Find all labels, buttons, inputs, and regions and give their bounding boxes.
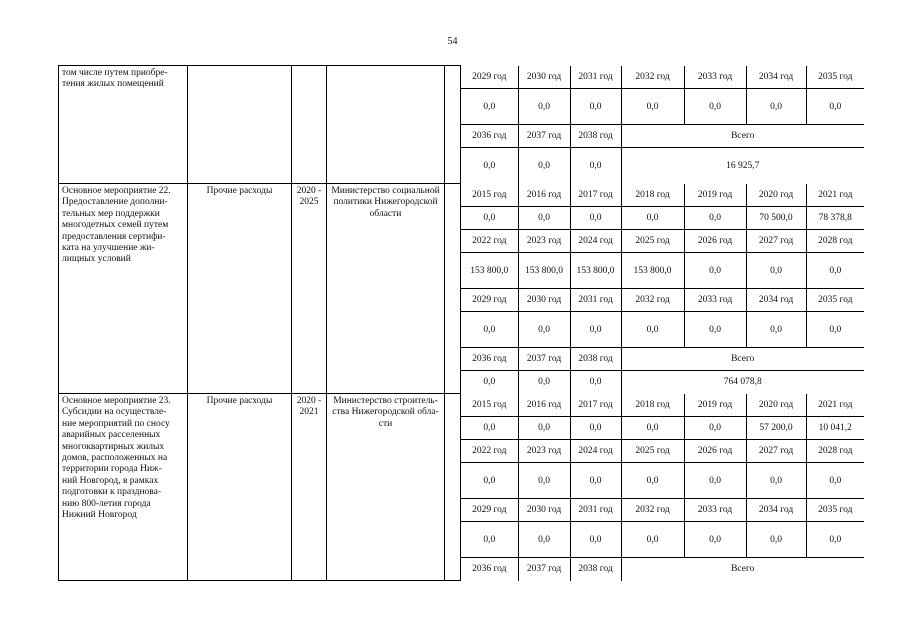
value-row (461, 463, 864, 499)
yearly-funding (461, 66, 864, 184)
executor: Министерство строитель- ства Нижегородской обла- сти (327, 394, 445, 581)
year-header-row (461, 558, 864, 581)
year-value: 0,0 (461, 463, 518, 499)
year-value: 0,0 (806, 312, 864, 348)
year-value: 0,0 (684, 522, 746, 558)
year-value: 0,0 (621, 312, 684, 348)
year-label: 2033 год (684, 499, 746, 522)
year-value: 0,0 (518, 371, 570, 394)
expense-type (188, 66, 292, 184)
year-label: 2030 год (518, 289, 570, 312)
year-label: 2034 год (746, 499, 806, 522)
year-label: 2038 год (570, 348, 621, 371)
year-value: 0,0 (806, 522, 864, 558)
empty-cell (445, 66, 461, 184)
year-label: 2026 год (684, 440, 746, 463)
year-label: 2022 год (461, 440, 518, 463)
year-label: 2031 год (570, 499, 621, 522)
year-value: 0,0 (518, 207, 570, 230)
period: 2020 - 2021 (292, 394, 327, 581)
year-label: 2030 год (518, 66, 570, 89)
yearly-funding (461, 394, 864, 581)
program-row (59, 184, 864, 394)
year-value: 0,0 (518, 89, 570, 125)
total-label: Всего (621, 348, 864, 371)
program-row (59, 66, 864, 184)
value-row (461, 89, 864, 125)
year-value: 0,0 (570, 312, 621, 348)
year-label: 2028 год (806, 440, 864, 463)
year-value: 0,0 (746, 253, 806, 289)
year-label: 2035 год (806, 66, 864, 89)
year-value: 0,0 (684, 89, 746, 125)
year-header-row (461, 499, 864, 522)
year-value: 0,0 (746, 463, 806, 499)
year-value: 0,0 (806, 89, 864, 125)
yearly-funding (461, 184, 864, 394)
year-label: 2027 год (746, 230, 806, 253)
year-value: 0,0 (621, 522, 684, 558)
year-label: 2034 год (746, 289, 806, 312)
year-label: 2029 год (461, 66, 518, 89)
year-label: 2025 год (621, 440, 684, 463)
year-header-row (461, 440, 864, 463)
year-label: 2036 год (461, 348, 518, 371)
year-value: 10 041,2 (806, 417, 864, 440)
year-label: 2017 год (570, 184, 621, 207)
year-grid (461, 184, 864, 394)
year-value: 153 800,0 (621, 253, 684, 289)
empty-cell (445, 394, 461, 581)
year-value: 0,0 (746, 522, 806, 558)
year-value: 0,0 (461, 522, 518, 558)
page-number: 54 (447, 36, 458, 47)
year-label: 2018 год (621, 394, 684, 417)
year-value: 0,0 (621, 89, 684, 125)
year-label: 2024 год (570, 440, 621, 463)
total-label: Всего (621, 558, 864, 581)
year-label: 2035 год (806, 499, 864, 522)
year-label: 2021 год (806, 184, 864, 207)
year-label: 2025 год (621, 230, 684, 253)
event-name: Основное мероприятие 22. Предоставление дополни- тельных мер поддержки многодетных семей путем предоставления сертифи- ката на улучшение жи- лищных условий (59, 184, 188, 394)
year-header-row (461, 184, 864, 207)
year-label: 2023 год (518, 230, 570, 253)
year-label: 2033 год (684, 289, 746, 312)
year-value: 0,0 (621, 463, 684, 499)
year-value: 0,0 (806, 463, 864, 499)
year-label: 2037 год (518, 348, 570, 371)
year-label: 2021 год (806, 394, 864, 417)
year-label: 2034 год (746, 66, 806, 89)
year-value: 0,0 (518, 312, 570, 348)
year-label: 2030 год (518, 499, 570, 522)
year-value: 78 378,8 (806, 207, 864, 230)
year-label: 2035 год (806, 289, 864, 312)
value-row (461, 253, 864, 289)
year-value: 0,0 (684, 207, 746, 230)
total-value: 764 078,8 (621, 371, 864, 394)
year-value: 0,0 (518, 522, 570, 558)
year-header-row (461, 125, 864, 148)
year-value: 0,0 (518, 148, 570, 184)
year-label: 2020 год (746, 184, 806, 207)
program-row (59, 394, 864, 581)
year-value: 0,0 (518, 417, 570, 440)
year-label: 2019 год (684, 394, 746, 417)
year-label: 2016 год (518, 184, 570, 207)
year-value: 0,0 (621, 417, 684, 440)
year-value: 0,0 (570, 522, 621, 558)
year-value: 0,0 (461, 312, 518, 348)
year-value: 0,0 (461, 207, 518, 230)
executor: Министерство социальной политики Нижегородской области (327, 184, 445, 394)
year-value: 153 800,0 (461, 253, 518, 289)
period (292, 66, 327, 184)
year-value: 153 800,0 (518, 253, 570, 289)
year-value: 0,0 (518, 463, 570, 499)
year-header-row (461, 394, 864, 417)
year-label: 2029 год (461, 289, 518, 312)
year-label: 2036 год (461, 125, 518, 148)
value-row (461, 207, 864, 230)
year-value: 0,0 (684, 253, 746, 289)
year-label: 2019 год (684, 184, 746, 207)
year-label: 2033 год (684, 66, 746, 89)
year-label: 2032 год (621, 289, 684, 312)
year-value: 57 200,0 (746, 417, 806, 440)
year-value: 153 800,0 (570, 253, 621, 289)
year-label: 2016 год (518, 394, 570, 417)
year-label: 2022 год (461, 230, 518, 253)
year-header-row (461, 348, 864, 371)
value-row (461, 148, 864, 184)
year-label: 2028 год (806, 230, 864, 253)
period: 2020 - 2025 (292, 184, 327, 394)
year-value: 0,0 (570, 371, 621, 394)
total-value: 16 925,7 (621, 148, 864, 184)
value-row (461, 417, 864, 440)
year-value: 0,0 (461, 148, 518, 184)
year-value: 0,0 (570, 417, 621, 440)
year-value: 0,0 (746, 312, 806, 348)
event-name: Основное мероприятие 23. Субсидии на осуществле- ние мероприятий по сносу аварийных расселенных многоквартирных жилых домов, расположенных на территории города Ниж- ний Новгород, в рамках подготовки к празднова- нию 800-летия города Нижний Новгород (59, 394, 188, 581)
expense-type: Прочие расходы (188, 394, 292, 581)
year-value: 0,0 (461, 417, 518, 440)
year-header-row (461, 289, 864, 312)
year-value: 0,0 (570, 207, 621, 230)
year-value: 0,0 (746, 89, 806, 125)
value-row (461, 371, 864, 394)
year-label: 2038 год (570, 125, 621, 148)
year-value: 0,0 (570, 148, 621, 184)
year-label: 2037 год (518, 125, 570, 148)
year-label: 2023 год (518, 440, 570, 463)
value-row (461, 522, 864, 558)
year-label: 2026 год (684, 230, 746, 253)
year-value: 0,0 (461, 89, 518, 125)
empty-cell (445, 184, 461, 394)
year-label: 2017 год (570, 394, 621, 417)
year-label: 2031 год (570, 66, 621, 89)
year-value: 0,0 (570, 89, 621, 125)
year-label: 2038 год (570, 558, 621, 581)
year-label: 2020 год (746, 394, 806, 417)
executor (327, 66, 445, 184)
year-value: 0,0 (621, 207, 684, 230)
year-label: 2032 год (621, 66, 684, 89)
year-value: 0,0 (684, 463, 746, 499)
year-value: 0,0 (684, 312, 746, 348)
event-name: том числе путем приобре- тения жилых помещений (59, 66, 188, 184)
year-grid (461, 66, 864, 184)
year-label: 2031 год (570, 289, 621, 312)
year-label: 2027 год (746, 440, 806, 463)
value-row (461, 312, 864, 348)
year-label: 2018 год (621, 184, 684, 207)
year-header-row (461, 66, 864, 89)
year-label: 2029 год (461, 499, 518, 522)
year-value: 0,0 (806, 253, 864, 289)
year-label: 2036 год (461, 558, 518, 581)
year-grid (461, 394, 864, 581)
year-label: 2015 год (461, 394, 518, 417)
year-value: 0,0 (461, 371, 518, 394)
year-label: 2024 год (570, 230, 621, 253)
year-value: 70 500,0 (746, 207, 806, 230)
expense-type: Прочие расходы (188, 184, 292, 394)
year-value: 0,0 (570, 463, 621, 499)
year-label: 2015 год (461, 184, 518, 207)
year-label: 2037 год (518, 558, 570, 581)
year-value: 0,0 (684, 417, 746, 440)
year-header-row (461, 230, 864, 253)
total-label: Всего (621, 125, 864, 148)
program-table (58, 65, 864, 581)
year-label: 2032 год (621, 499, 684, 522)
